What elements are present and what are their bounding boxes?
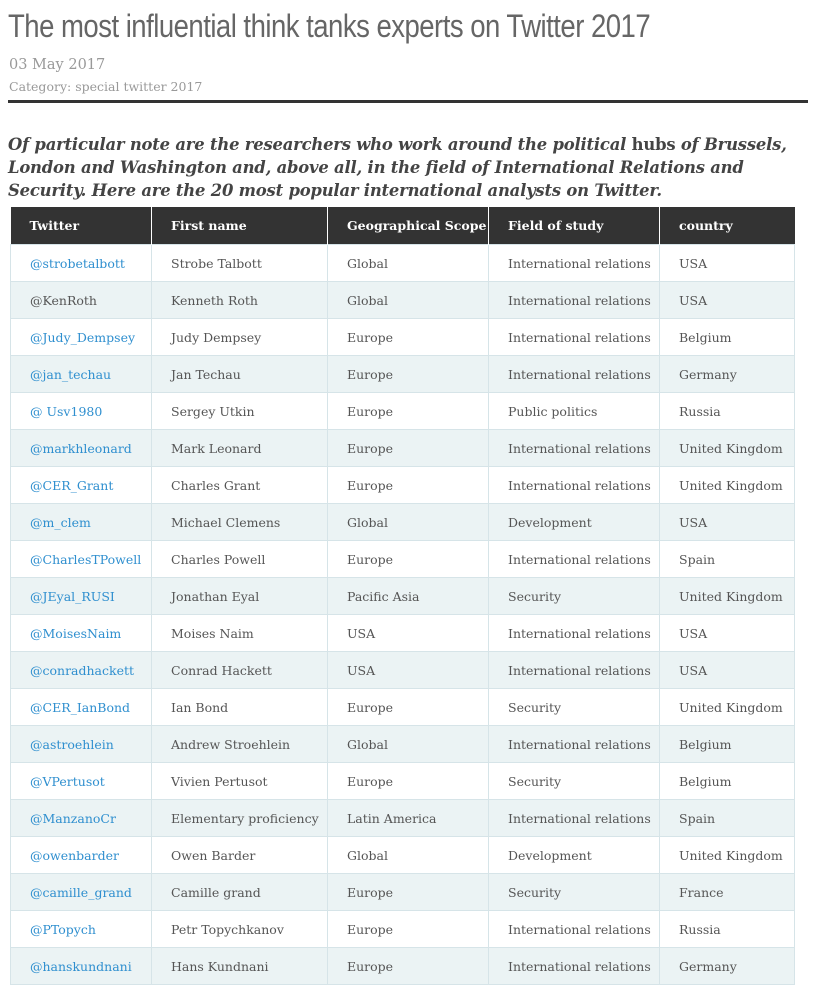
experts-table	[10, 207, 795, 985]
field-cell: International relations	[489, 726, 660, 763]
twitter-handle-cell[interactable]: @conradhackett	[11, 652, 152, 689]
country-cell: Germany	[660, 948, 795, 985]
header-twitter: Twitter	[11, 207, 152, 245]
first-name-cell: Camille grand	[152, 874, 328, 911]
scope-cell: Latin America	[328, 800, 489, 837]
twitter-handle-cell[interactable]: @jan_techau	[11, 356, 152, 393]
first-name-cell: Judy Dempsey	[152, 319, 328, 356]
country-cell: USA	[660, 282, 795, 319]
first-name-cell: Kenneth Roth	[152, 282, 328, 319]
header-first-name: First name	[152, 207, 328, 245]
first-name-cell: Hans Kundnani	[152, 948, 328, 985]
table-row	[11, 763, 795, 800]
scope-cell: Europe	[328, 541, 489, 578]
country-cell: United Kingdom	[660, 837, 795, 874]
twitter-handle-cell[interactable]: @hanskundnani	[11, 948, 152, 985]
table-row	[11, 948, 795, 985]
first-name-cell: Elementary proficiency	[152, 800, 328, 837]
scope-cell: Europe	[328, 356, 489, 393]
first-name-cell: Sergey Utkin	[152, 393, 328, 430]
table-row	[11, 800, 795, 837]
table-row	[11, 689, 795, 726]
table-row	[11, 282, 795, 319]
field-cell: International relations	[489, 615, 660, 652]
field-cell: Development	[489, 504, 660, 541]
first-name-cell: Petr Topychkanov	[152, 911, 328, 948]
category-link[interactable]: special twitter 2017	[75, 79, 203, 94]
twitter-handle-cell[interactable]: @JEyal_RUSI	[11, 578, 152, 615]
twitter-handle-cell[interactable]: @MoisesNaim	[11, 615, 152, 652]
country-cell: USA	[660, 615, 795, 652]
field-cell: International relations	[489, 948, 660, 985]
field-cell: International relations	[489, 800, 660, 837]
twitter-handle-cell: @KenRoth	[11, 282, 152, 319]
field-cell: Security	[489, 689, 660, 726]
first-name-cell: Charles Powell	[152, 541, 328, 578]
table-row	[11, 356, 795, 393]
scope-cell: Europe	[328, 874, 489, 911]
scope-cell: Global	[328, 726, 489, 763]
scope-cell: Europe	[328, 911, 489, 948]
scope-cell: Global	[328, 837, 489, 874]
twitter-handle-cell[interactable]: @PTopych	[11, 911, 152, 948]
country-cell: Belgium	[660, 319, 795, 356]
scope-cell: Europe	[328, 948, 489, 985]
field-cell: Security	[489, 763, 660, 800]
twitter-handle-cell[interactable]: @CER_IanBond	[11, 689, 152, 726]
country-cell: USA	[660, 504, 795, 541]
first-name-cell: Mark Leonard	[152, 430, 328, 467]
scope-cell: Europe	[328, 393, 489, 430]
field-cell: International relations	[489, 430, 660, 467]
intro-text-2: hubs	[631, 135, 676, 154]
table-row	[11, 652, 795, 689]
first-name-cell: Vivien Pertusot	[152, 763, 328, 800]
twitter-handle-cell[interactable]: @astroehlein	[11, 726, 152, 763]
field-cell: International relations	[489, 282, 660, 319]
field-cell: Security	[489, 578, 660, 615]
field-cell: Security	[489, 874, 660, 911]
scope-cell: Global	[328, 245, 489, 282]
field-cell: Development	[489, 837, 660, 874]
twitter-handle-cell[interactable]: @owenbarder	[11, 837, 152, 874]
table-header-row	[11, 207, 795, 245]
field-cell: International relations	[489, 911, 660, 948]
country-cell: Russia	[660, 393, 795, 430]
table-row	[11, 319, 795, 356]
scope-cell: Europe	[328, 763, 489, 800]
table-row	[11, 504, 795, 541]
table-row	[11, 615, 795, 652]
field-cell: International relations	[489, 319, 660, 356]
intro-text-1: Of particular note are the researchers who work around the political	[8, 135, 632, 154]
intro-text-3: of Brussels, London and Washington and, above all, in the field of International Relations and Security. Here are the 20 most popular international analysts on Twitter.	[8, 135, 787, 200]
country-cell: Belgium	[660, 763, 795, 800]
twitter-handle-cell[interactable]: @CER_Grant	[11, 467, 152, 504]
country-cell: USA	[660, 652, 795, 689]
country-cell: Russia	[660, 911, 795, 948]
country-cell: United Kingdom	[660, 467, 795, 504]
header-geographical-scope: Geographical Scope	[328, 207, 489, 245]
twitter-handle-cell[interactable]: @VPertusot	[11, 763, 152, 800]
scope-cell: Europe	[328, 319, 489, 356]
country-cell: Spain	[660, 800, 795, 837]
scope-cell: Global	[328, 504, 489, 541]
twitter-handle-cell[interactable]: @Judy_Dempsey	[11, 319, 152, 356]
table-row	[11, 874, 795, 911]
header-field-of-study: Field of study	[489, 207, 660, 245]
table-row	[11, 726, 795, 763]
scope-cell: Pacific Asia	[328, 578, 489, 615]
first-name-cell: Michael Clemens	[152, 504, 328, 541]
category-line	[9, 79, 202, 95]
header-country: country	[660, 207, 795, 245]
table-row	[11, 578, 795, 615]
scope-cell: USA	[328, 652, 489, 689]
page-title: The most influential think tanks experts on Twitter 2017	[8, 8, 651, 44]
table-row	[11, 245, 795, 282]
country-cell: USA	[660, 245, 795, 282]
first-name-cell: Strobe Talbott	[152, 245, 328, 282]
category-label: Category:	[9, 79, 72, 94]
table-row	[11, 430, 795, 467]
first-name-cell: Ian Bond	[152, 689, 328, 726]
field-cell: International relations	[489, 541, 660, 578]
first-name-cell: Andrew Stroehlein	[152, 726, 328, 763]
first-name-cell: Jonathan Eyal	[152, 578, 328, 615]
first-name-cell: Owen Barder	[152, 837, 328, 874]
table-row	[11, 467, 795, 504]
first-name-cell: Moises Naim	[152, 615, 328, 652]
twitter-handle-cell[interactable]: @m_clem	[11, 504, 152, 541]
table-row	[11, 541, 795, 578]
country-cell: Germany	[660, 356, 795, 393]
twitter-handle-cell[interactable]: @ManzanoCr	[11, 800, 152, 837]
scope-cell: Europe	[328, 467, 489, 504]
publish-date: 03 May 2017	[9, 57, 106, 73]
scope-cell: Europe	[328, 689, 489, 726]
table-body	[11, 245, 795, 985]
country-cell: Spain	[660, 541, 795, 578]
country-cell: France	[660, 874, 795, 911]
scope-cell: Global	[328, 282, 489, 319]
country-cell: Belgium	[660, 726, 795, 763]
twitter-handle-cell[interactable]: @camille_grand	[11, 874, 152, 911]
field-cell: International relations	[489, 467, 660, 504]
twitter-handle-cell[interactable]: @markhleonard	[11, 430, 152, 467]
first-name-cell: Jan Techau	[152, 356, 328, 393]
scope-cell: USA	[328, 615, 489, 652]
title-divider	[8, 100, 808, 103]
first-name-cell: Charles Grant	[152, 467, 328, 504]
country-cell: United Kingdom	[660, 430, 795, 467]
table-row	[11, 393, 795, 430]
field-cell: International relations	[489, 356, 660, 393]
twitter-handle-cell[interactable]: @ Usv1980	[11, 393, 152, 430]
twitter-handle-cell[interactable]: @CharlesTPowell	[11, 541, 152, 578]
field-cell: Public politics	[489, 393, 660, 430]
first-name-cell: Conrad Hackett	[152, 652, 328, 689]
country-cell: United Kingdom	[660, 578, 795, 615]
field-cell: International relations	[489, 245, 660, 282]
table-row	[11, 837, 795, 874]
scope-cell: Europe	[328, 430, 489, 467]
field-cell: International relations	[489, 652, 660, 689]
table-row	[11, 911, 795, 948]
twitter-handle-cell[interactable]: @strobetalbott	[11, 245, 152, 282]
country-cell: United Kingdom	[660, 689, 795, 726]
intro-paragraph	[8, 133, 808, 202]
